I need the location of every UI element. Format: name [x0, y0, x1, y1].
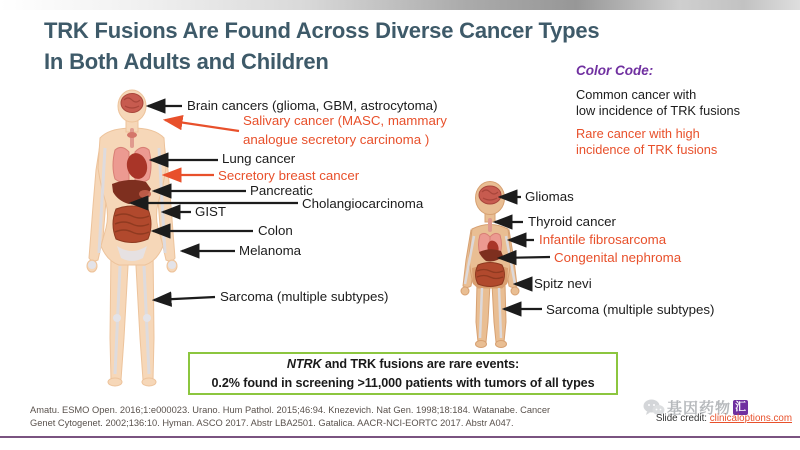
watermark-badge: 汇: [735, 401, 747, 413]
slide-credit-label: Slide credit:: [655, 413, 708, 424]
label-salivary-cancer: Salivary cancer (MASC, mammary analogue secretory carcinoma ): [243, 113, 447, 147]
top-gradient-bar: [0, 0, 800, 10]
label-brain-cancers: Brain cancers (glioma, GBM, astrocytoma): [187, 98, 438, 113]
callout-line-2: 0.2% found in screening >11,000 patients with tumors of all types: [211, 376, 595, 390]
page-title: [44, 15, 599, 77]
adult-figure: [79, 88, 185, 388]
watermark-text: 基因药物: [667, 400, 732, 417]
adult-thyroid: [127, 132, 137, 138]
label-gist: GIST: [195, 204, 227, 219]
label-infantile-fibrosarcoma: Infantile fibrosarcoma: [539, 232, 667, 247]
label-pancreatic: Pancreatic: [250, 183, 313, 198]
rare-events-callout: [188, 352, 618, 395]
label-lung-cancer: Lung cancer: [222, 151, 296, 166]
label-congenital-nephroma: Congenital nephroma: [554, 250, 682, 265]
child-brain: [479, 186, 501, 204]
label-melanoma: Melanoma: [239, 243, 302, 258]
label-sarcoma-adult: Sarcoma (multiple subtypes): [220, 289, 389, 304]
color-code-legend: [576, 63, 740, 159]
label-colon: Colon: [258, 223, 293, 238]
label-gliomas: Gliomas: [525, 189, 574, 204]
references: Amatu. ESMO Open. 2016;1:e000023. Urano. Hum Pathol. 2015;46:94. Knezevich. Nat Gen. 1998;18:184. Watanabe. Cancer Genet Cytogenet. 2002;136:10. Hyman. ASCO 2017. Abstr LBA2501. Gatalica. AACR-NCI-EORTC 2017. Abstr A047.: [30, 405, 551, 429]
footer-divider-line: [0, 436, 800, 438]
slide-credit-link[interactable]: clinicaloptions.com: [709, 413, 792, 424]
legend-rare-line2: incidence of TRK fusions: [576, 142, 718, 157]
legend-common-line1: Common cancer with: [576, 86, 697, 102]
label-cholangiocarcinoma: Cholangiocarcinoma: [302, 196, 424, 211]
label-sarcoma-child: Sarcoma (multiple subtypes): [546, 302, 715, 317]
adult-brain: [121, 94, 143, 113]
title-line-2: In Both Adults and Children: [44, 49, 329, 74]
adult-joints: [88, 246, 176, 322]
label-spitz-nevi: Spitz nevi: [534, 276, 592, 291]
legend-common-line2: low incidence of TRK fusions: [576, 103, 741, 118]
child-intestines: [476, 263, 505, 287]
callout-line-1: NTRK and TRK fusions are rare events:: [286, 357, 520, 371]
legend-rare-line1: Rare cancer with high: [576, 125, 700, 141]
adult-stomach: [139, 190, 151, 198]
label-secretory-breast: Secretory breast cancer: [218, 168, 360, 183]
child-figure: [450, 180, 542, 350]
color-code-heading: Color Code:: [576, 63, 654, 78]
label-thyroid-cancer: Thyroid cancer: [528, 214, 616, 229]
slide-credit: [615, 413, 792, 424]
child-trachea: [488, 218, 492, 232]
title-line-1: TRK Fusions Are Found Across Diverse Cancer Types: [44, 18, 600, 43]
